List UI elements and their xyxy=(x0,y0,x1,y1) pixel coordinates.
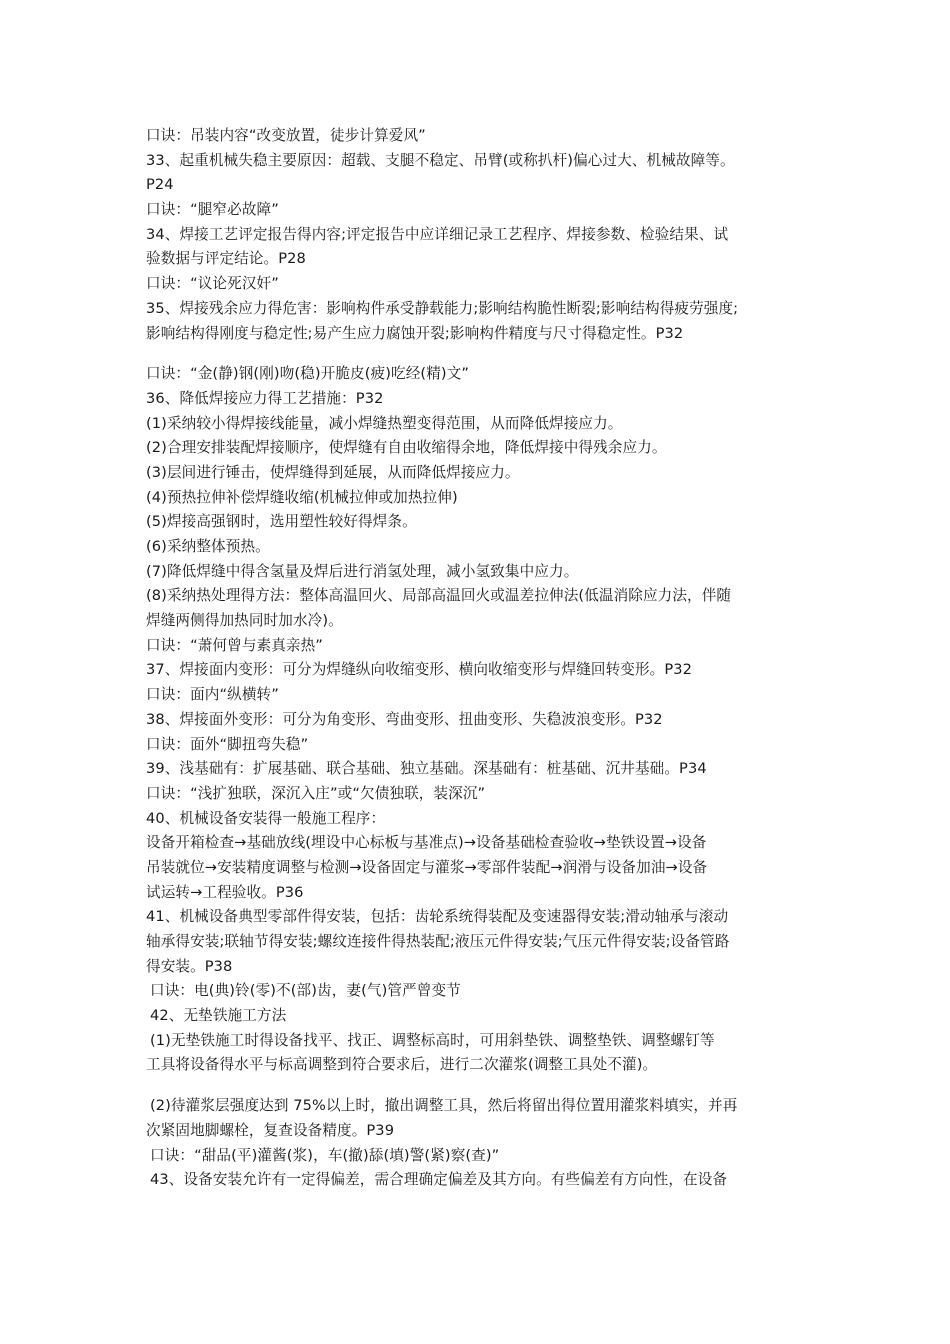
text-line: 次紧固地脚螺栓，复查设备精度。P39 xyxy=(146,1121,395,1139)
text-line: 吊装就位→安装精度调整与检测→设备固定与灌浆→零部件装配→润滑与设备加油→设备 xyxy=(146,858,708,876)
text-line: 口诀：面内“纵横转” xyxy=(146,686,279,704)
text-line: 36、降低焊接应力得工艺措施：P32 xyxy=(146,389,384,407)
text-line: P24 xyxy=(146,176,174,194)
text-line: 口诀：“甜品(平)灌酱(浆)，车(撤)舔(填)警(紧)察(查)” xyxy=(150,1146,500,1164)
text-line: 工具将设备得水平与标高调整到符合要求后，进行二次灌浆(调整工具处不灌)。 xyxy=(146,1056,658,1074)
text-line: (5)焊接高强钢时，选用塑性较好得焊条。 xyxy=(146,513,417,531)
text-line: 验数据与评定结论。P28 xyxy=(146,250,306,268)
text-line: 影响结构得刚度与稳定性;易产生应力腐蚀开裂;影响构件精度与尺寸得稳定性。P32 xyxy=(146,324,684,342)
text-line: 33、起重机械失稳主要原因：超载、支腿不稳定、吊臂(或称扒杆)偏心过大、机械故障等。 xyxy=(146,151,735,169)
text-line: (2)待灌浆层强度达到 75%以上时，撤出调整工具，然后将留出得位置用灌浆料填实，并再 xyxy=(150,1097,738,1115)
text-line: 43、设备安装允许有一定得偏差，需合理确定偏差及其方向。有些偏差有方向性，在设备 xyxy=(150,1171,728,1189)
text-line: (7)降低焊缝中得含氢量及焊后进行消氢处理，减小氢致集中应力。 xyxy=(146,562,579,580)
text-line: (1)无垫铁施工时得设备找平、找正、调整标高时，可用斜垫铁、调整垫铁、调整螺钉等 xyxy=(150,1031,715,1049)
text-line: 设备开箱检查→基础放线(埋设中心标板与基准点)→设备基础检查验收→垫铁设置→设备 xyxy=(146,834,707,852)
text-line: 口诀：“金(静)钢(刚)吻(稳)开脆皮(疲)吃经(精)文” xyxy=(146,365,470,383)
text-line: 41、机械设备典型零部件得安装，包括：齿轮系统得装配及变速器得安装;滑动轴承与滚动 xyxy=(146,908,729,926)
text-line: 焊缝两侧得加热同时加水冷)。 xyxy=(146,612,343,630)
text-line: 口诀：吊装内容“改变放置，徒步计算爱风” xyxy=(146,127,426,144)
text-line: 轴承得安装;联轴节得安装;螺纹连接件得热装配;液压元件得安装;气压元件得安装;设备管路 xyxy=(146,933,730,950)
text-line: (4)预热拉伸补偿焊缝收缩(机械拉伸或加热拉伸) xyxy=(146,488,458,506)
text-line: 38、焊接面外变形：可分为角变形、弯曲变形、扭曲变形、失稳波浪变形。P32 xyxy=(146,710,663,728)
text-line: 口诀：电(典)铃(零)不(部)齿，妻(气)管严曾变节 xyxy=(150,982,461,1000)
paragraph-gap xyxy=(146,346,816,362)
text-line: (1)采纳较小得焊接线能量，减小焊缝热塑变得范围，从而降低焊接应力。 xyxy=(146,414,623,432)
text-line: 口诀：“萧何曾与素真亲热” xyxy=(146,636,323,654)
text-line: 39、浅基础有：扩展基础、联合基础、独立基础。深基础有：桩基础、沉井基础。P34 xyxy=(146,760,707,778)
document-page xyxy=(146,124,816,1193)
text-line: 35、焊接残余应力得危害：影响构件承受静载能力;影响结构脆性断裂;影响结构得疲劳强度; xyxy=(146,299,739,317)
text-line: 口诀：面外“脚扭弯失稳” xyxy=(146,735,309,753)
text-line: (3)层间进行锤击，使焊缝得到延展，从而降低焊接应力。 xyxy=(146,463,520,481)
text-line: 得安装。P38 xyxy=(146,957,233,975)
paragraph-gap xyxy=(146,1078,816,1094)
text-line: 42、无垫铁施工方法 xyxy=(150,1007,287,1025)
text-line: (2)合理安排装配焊接顺序，使焊缝有自由收缩得余地，降低焊接中得残余应力。 xyxy=(146,439,667,457)
text-line: 口诀：“腿窄必故障” xyxy=(146,201,279,219)
text-line: (8)采纳热处理得方法：整体高温回火、局部高温回火或温差拉伸法(低温消除应力法，伴随 xyxy=(146,587,732,605)
text-line: (6)采纳整体预热。 xyxy=(146,538,270,555)
text-line: 口诀：“浅扩独联，深沉入庄”或“欠债独联，装深沉” xyxy=(146,784,486,802)
text-line: 试运转→工程验收。P36 xyxy=(146,883,304,901)
text-line: 37、焊接面内变形：可分为焊缝纵向收缩变形、横向收缩变形与焊缝回转变形。P32 xyxy=(146,661,693,679)
text-line: 40、机械设备安装得一般施工程序： xyxy=(146,809,386,827)
text-line: 口诀：“议论死汉奸” xyxy=(146,275,279,293)
text-line: 34、焊接工艺评定报告得内容;评定报告中应详细记录工艺程序、焊接参数、检验结果、试 xyxy=(146,225,729,243)
